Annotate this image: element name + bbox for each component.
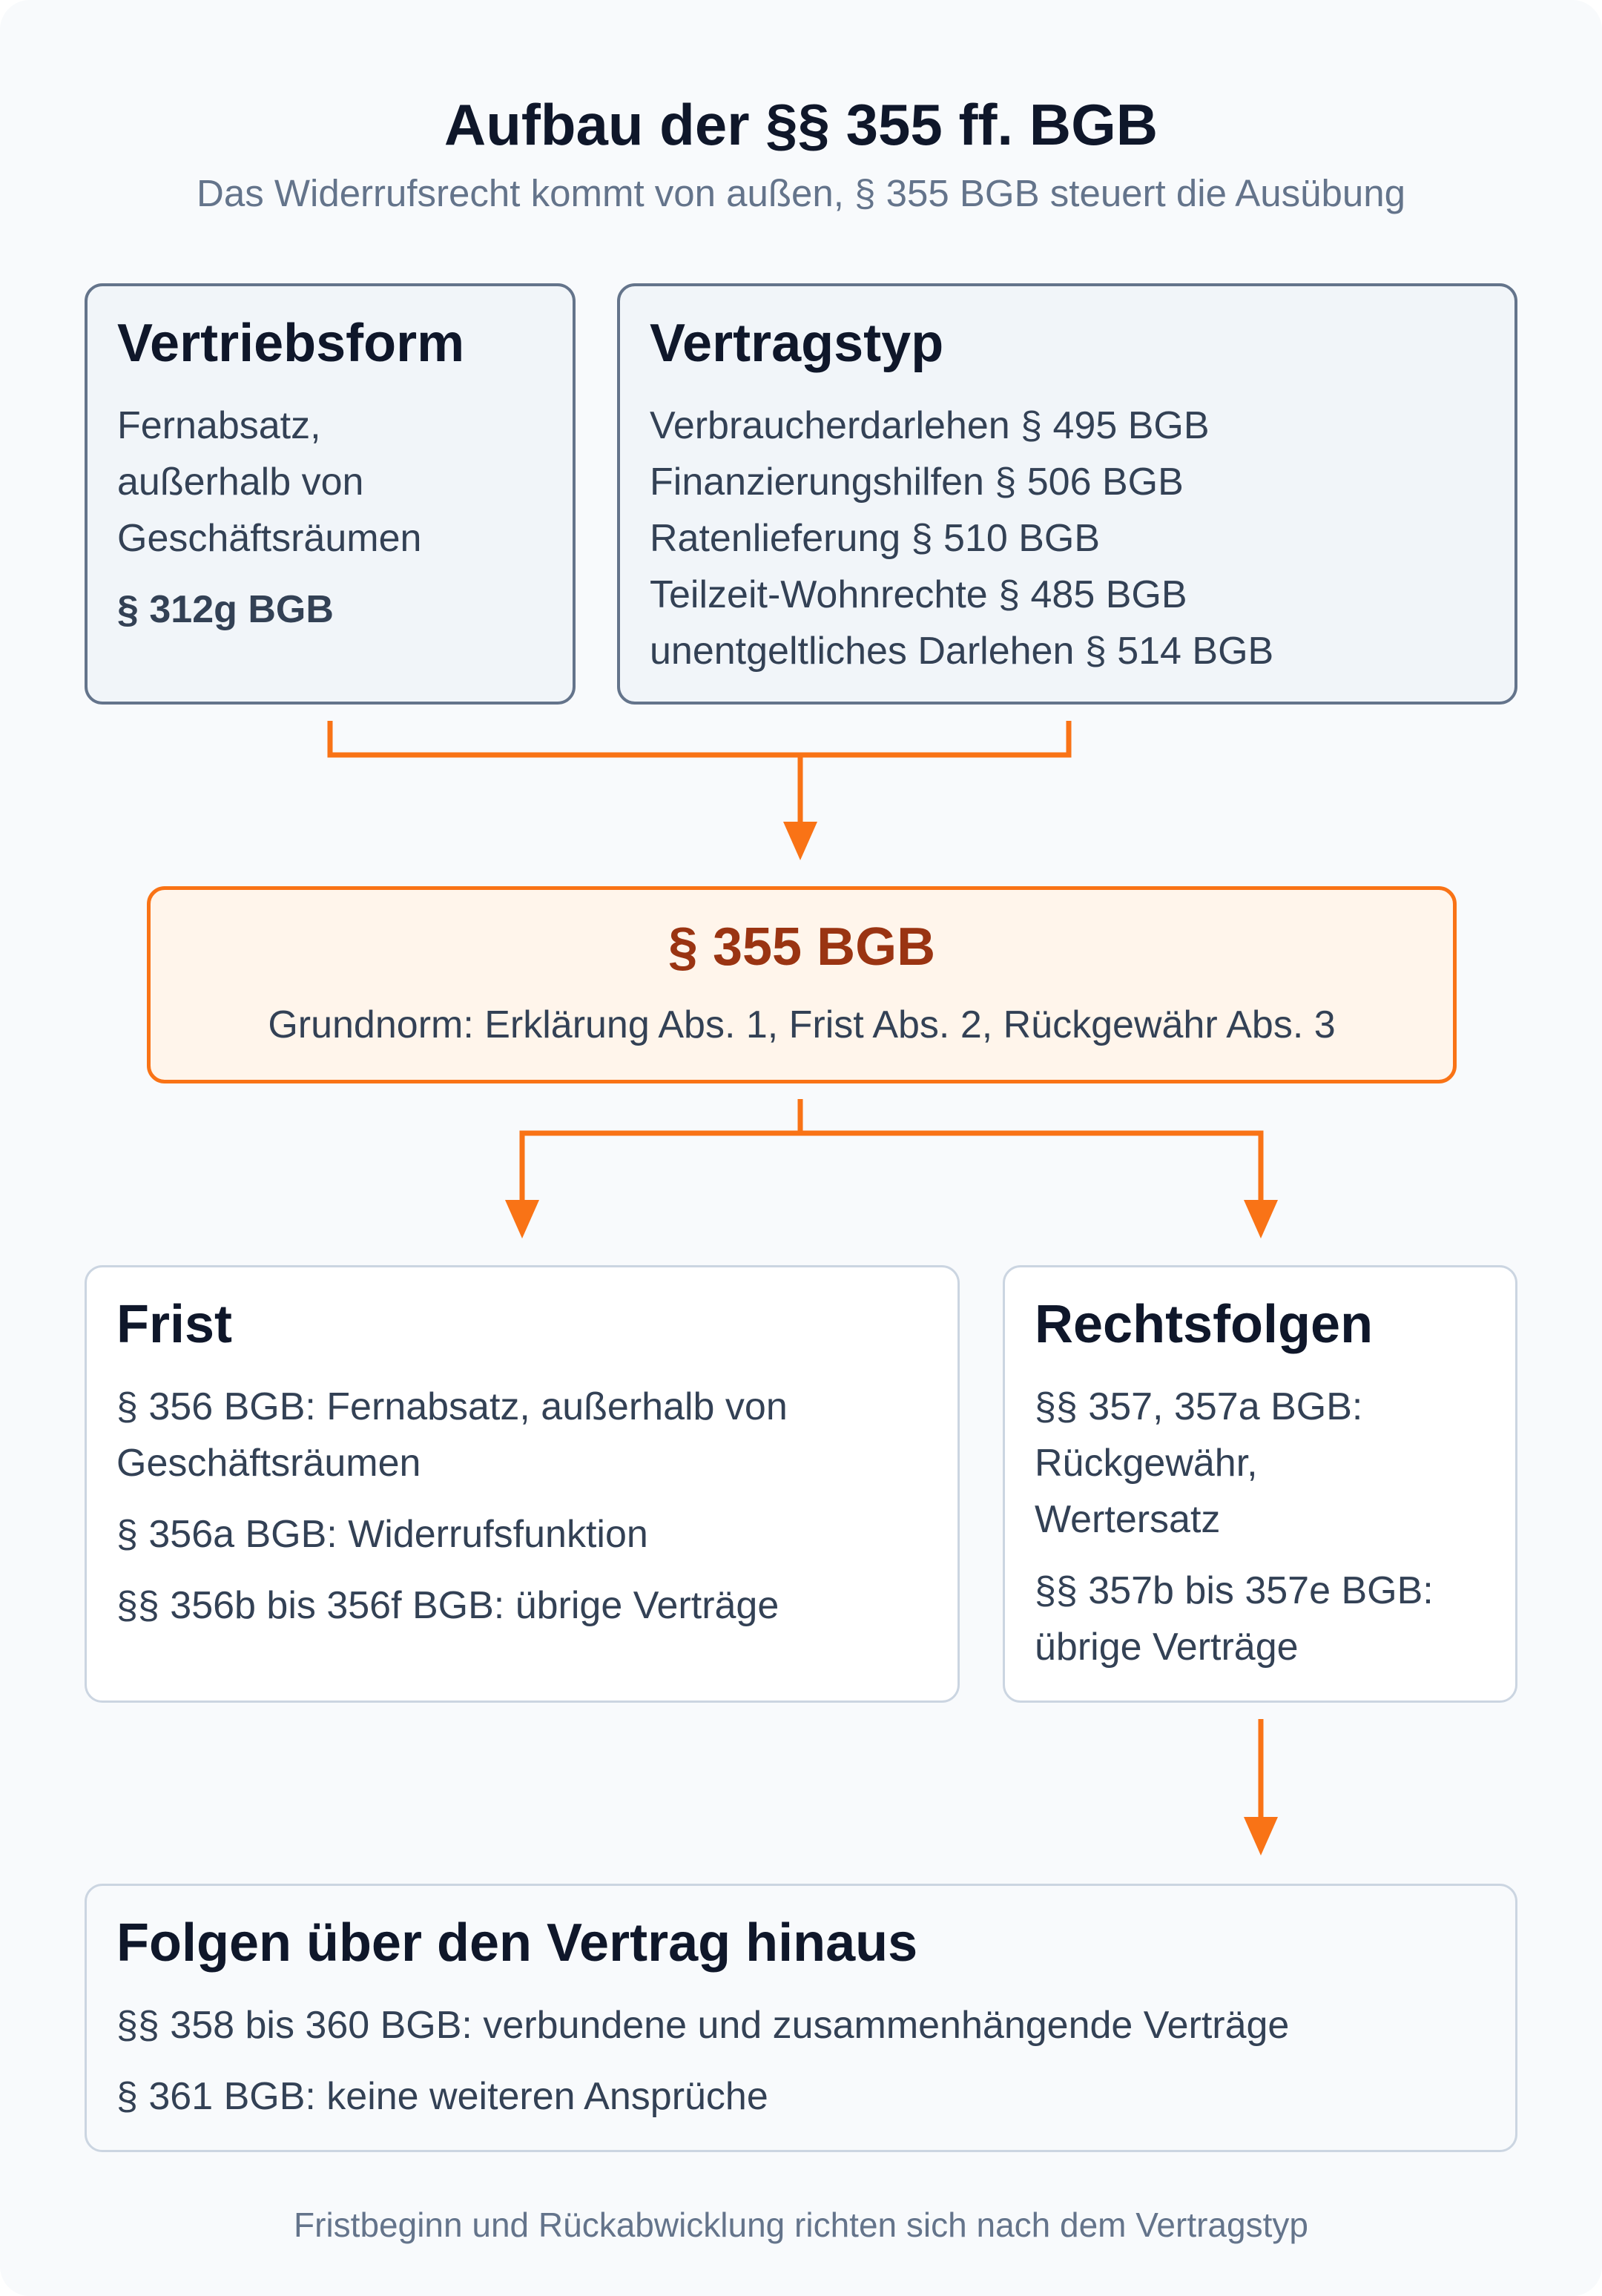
arrowhead-down-icon	[505, 1200, 539, 1238]
rechtsfolgen-item-2-cont: übrige Verträge	[1035, 1626, 1299, 1669]
merge-connector	[330, 721, 1069, 755]
vertragstyp-line: unentgeltliches Darlehen § 514 BGB	[650, 630, 1274, 673]
frist-item-2: § 356a BGB: Widerrufsfunktion	[116, 1513, 648, 1556]
vertriebsform-line: Fernabsatz,	[117, 404, 321, 447]
grundnorm-title: § 355 BGB	[668, 917, 936, 977]
rechtsfolgen-item-1: §§ 357, 357a BGB:	[1035, 1385, 1363, 1428]
diagram-title: Aufbau der §§ 355 ff. BGB	[444, 92, 1158, 157]
rechtsfolgen-item-2: §§ 357b bis 357e BGB:	[1035, 1569, 1434, 1612]
frist-item-3: §§ 356b bis 356f BGB: übrige Verträge	[116, 1584, 779, 1627]
vertragstyp-line: Ratenlieferung § 510 BGB	[650, 517, 1101, 560]
folgen-title: Folgen über den Vertrag hinaus	[116, 1913, 918, 1973]
split-connector	[522, 1133, 1261, 1201]
diagram-subtitle: Das Widerrufsrecht kommt von außen, § 355 BGB steuert die Ausübung	[197, 172, 1405, 214]
rechtsfolgen-item-1-cont: Rückgewähr,	[1035, 1442, 1258, 1485]
vertragstyp-title: Vertragstyp	[650, 314, 944, 373]
arrowhead-down-icon	[783, 822, 817, 860]
vertragstyp-line: Teilzeit-Wohnrechte § 485 BGB	[650, 573, 1187, 616]
frist-item-1: § 356 BGB: Fernabsatz, außerhalb von	[116, 1385, 788, 1428]
folgen-item-2: § 361 BGB: keine weiteren Ansprüche	[116, 2075, 768, 2118]
rechtsfolgen-item-1-cont: Wertersatz	[1035, 1498, 1221, 1541]
vertriebsform-title: Vertriebsform	[117, 314, 465, 373]
grundnorm-text: Grundnorm: Erklärung Abs. 1, Frist Abs. 2, Rückgewähr Abs. 3	[268, 1003, 1336, 1046]
folgen-item-1: §§ 358 bis 360 BGB: verbundene und zusammenhängende Verträge	[116, 2004, 1290, 2047]
arrowhead-down-icon	[1244, 1817, 1278, 1855]
rechtsfolgen-title: Rechtsfolgen	[1035, 1295, 1374, 1354]
footer-note: Fristbeginn und Rückabwicklung richten sich nach dem Vertragstyp	[294, 2206, 1308, 2244]
frist-title: Frist	[116, 1295, 233, 1354]
vertriebsform-norm: § 312g BGB	[117, 588, 334, 631]
vertriebsform-line: außerhalb von	[117, 461, 364, 504]
frist-item-1-cont: Geschäftsräumen	[116, 1442, 421, 1485]
vertriebsform-line: Geschäftsräumen	[117, 517, 422, 560]
vertragstyp-line: Verbraucherdarlehen § 495 BGB	[650, 404, 1210, 447]
vertragstyp-line: Finanzierungshilfen § 506 BGB	[650, 461, 1184, 504]
arrowhead-down-icon	[1244, 1200, 1278, 1238]
